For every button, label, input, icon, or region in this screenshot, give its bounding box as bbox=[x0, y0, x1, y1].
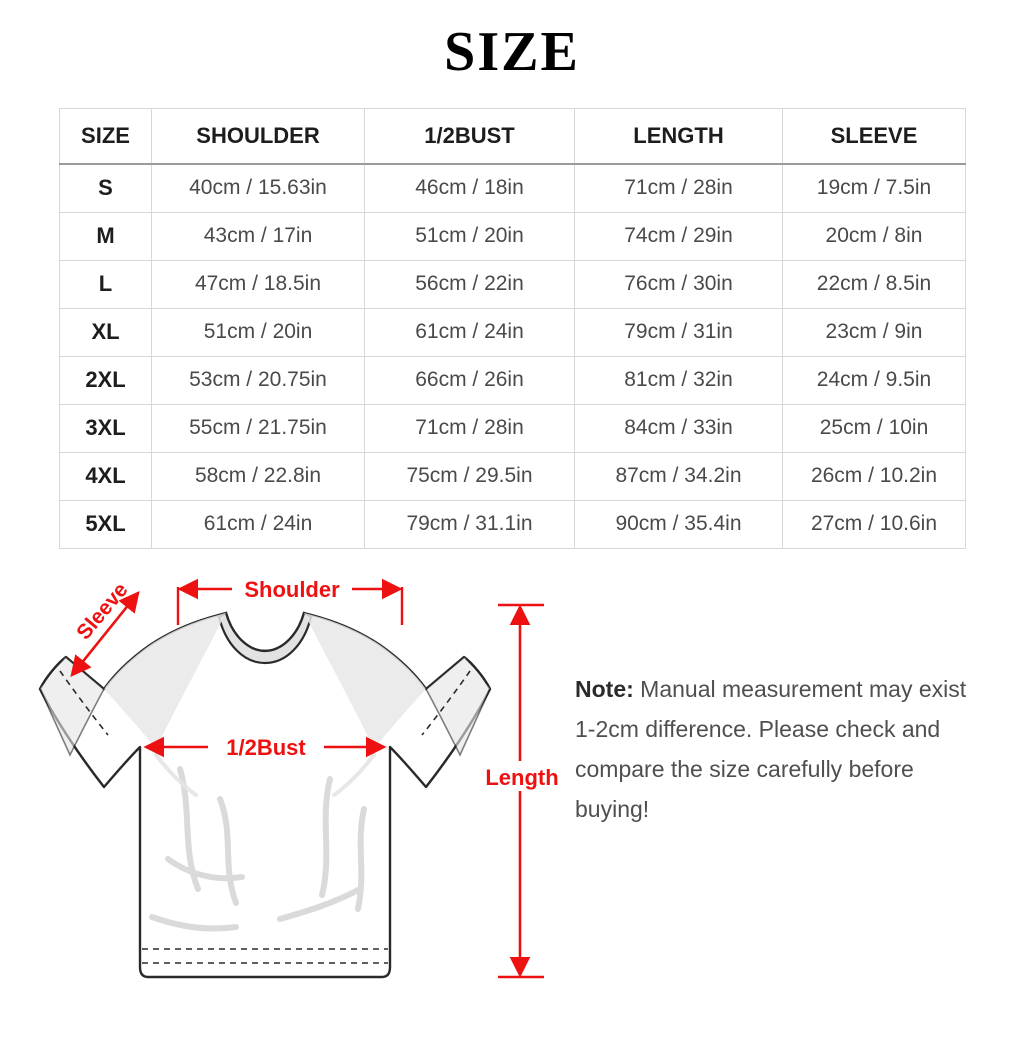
cell-shoulder: 55cm / 21.75in bbox=[152, 404, 365, 452]
cell-shoulder: 40cm / 15.63in bbox=[152, 164, 365, 213]
note-text: Manual measurement may exist 1-2cm difference. Please check and compare the size carefully before buying! bbox=[575, 675, 967, 823]
cell-size: 4XL bbox=[60, 452, 152, 500]
sleeve-measure-arrow bbox=[72, 578, 138, 675]
cell-shoulder: 51cm / 20in bbox=[152, 308, 365, 356]
cell-shoulder: 58cm / 22.8in bbox=[152, 452, 365, 500]
cell-halfbust: 56cm / 22in bbox=[365, 260, 575, 308]
cell-length: 74cm / 29in bbox=[575, 212, 783, 260]
tshirt-illustration bbox=[40, 613, 490, 977]
measurement-note bbox=[575, 669, 985, 830]
cell-size: 5XL bbox=[60, 500, 152, 548]
cell-halfbust: 46cm / 18in bbox=[365, 164, 575, 213]
cell-shoulder: 47cm / 18.5in bbox=[152, 260, 365, 308]
cell-sleeve: 23cm / 9in bbox=[783, 308, 966, 356]
sleeve-label: Sleeve bbox=[72, 578, 133, 644]
cell-sleeve: 20cm / 8in bbox=[783, 212, 966, 260]
cell-length: 84cm / 33in bbox=[575, 404, 783, 452]
cell-length: 90cm / 35.4in bbox=[575, 500, 783, 548]
table-header-row bbox=[60, 108, 966, 164]
table-row bbox=[60, 164, 966, 213]
tshirt-measurement-diagram bbox=[30, 559, 590, 1019]
cell-size: L bbox=[60, 260, 152, 308]
cell-halfbust: 61cm / 24in bbox=[365, 308, 575, 356]
cell-size: S bbox=[60, 164, 152, 213]
table-row bbox=[60, 500, 966, 548]
note-label: Note: bbox=[575, 675, 634, 702]
cell-halfbust: 66cm / 26in bbox=[365, 356, 575, 404]
cell-length: 81cm / 32in bbox=[575, 356, 783, 404]
table-row bbox=[60, 404, 966, 452]
cell-length: 71cm / 28in bbox=[575, 164, 783, 213]
cell-size: M bbox=[60, 212, 152, 260]
page-title: SIZE bbox=[444, 21, 580, 83]
cell-sleeve: 25cm / 10in bbox=[783, 404, 966, 452]
halfbust-label: 1/2Bust bbox=[226, 734, 306, 760]
column-header-length: LENGTH bbox=[575, 108, 783, 164]
cell-size: 3XL bbox=[60, 404, 152, 452]
cell-shoulder: 53cm / 20.75in bbox=[152, 356, 365, 404]
table-row bbox=[60, 356, 966, 404]
cell-length: 79cm / 31in bbox=[575, 308, 783, 356]
size-chart-table-wrapper bbox=[59, 108, 965, 549]
cell-sleeve: 24cm / 9.5in bbox=[783, 356, 966, 404]
cell-sleeve: 27cm / 10.6in bbox=[783, 500, 966, 548]
column-header-sleeve: SLEEVE bbox=[783, 108, 966, 164]
column-header-halfbust: 1/2BUST bbox=[365, 108, 575, 164]
cell-length: 87cm / 34.2in bbox=[575, 452, 783, 500]
cell-shoulder: 61cm / 24in bbox=[152, 500, 365, 548]
cell-shoulder: 43cm / 17in bbox=[152, 212, 365, 260]
cell-halfbust: 51cm / 20in bbox=[365, 212, 575, 260]
cell-size: XL bbox=[60, 308, 152, 356]
cell-halfbust: 71cm / 28in bbox=[365, 404, 575, 452]
column-header-shoulder: SHOULDER bbox=[152, 108, 365, 164]
cell-sleeve: 26cm / 10.2in bbox=[783, 452, 966, 500]
cell-length: 76cm / 30in bbox=[575, 260, 783, 308]
column-header-size: SIZE bbox=[60, 108, 152, 164]
cell-size: 2XL bbox=[60, 356, 152, 404]
table-row bbox=[60, 452, 966, 500]
cell-halfbust: 75cm / 29.5in bbox=[365, 452, 575, 500]
table-row bbox=[60, 308, 966, 356]
cell-sleeve: 19cm / 7.5in bbox=[783, 164, 966, 213]
table-row bbox=[60, 260, 966, 308]
size-chart-table bbox=[59, 108, 966, 549]
measurement-diagram-section bbox=[0, 559, 1024, 1029]
table-row bbox=[60, 212, 966, 260]
cell-halfbust: 79cm / 31.1in bbox=[365, 500, 575, 548]
shoulder-label: Shoulder bbox=[244, 576, 340, 602]
length-measure-arrow bbox=[480, 605, 564, 977]
length-label: Length bbox=[485, 764, 559, 790]
cell-sleeve: 22cm / 8.5in bbox=[783, 260, 966, 308]
